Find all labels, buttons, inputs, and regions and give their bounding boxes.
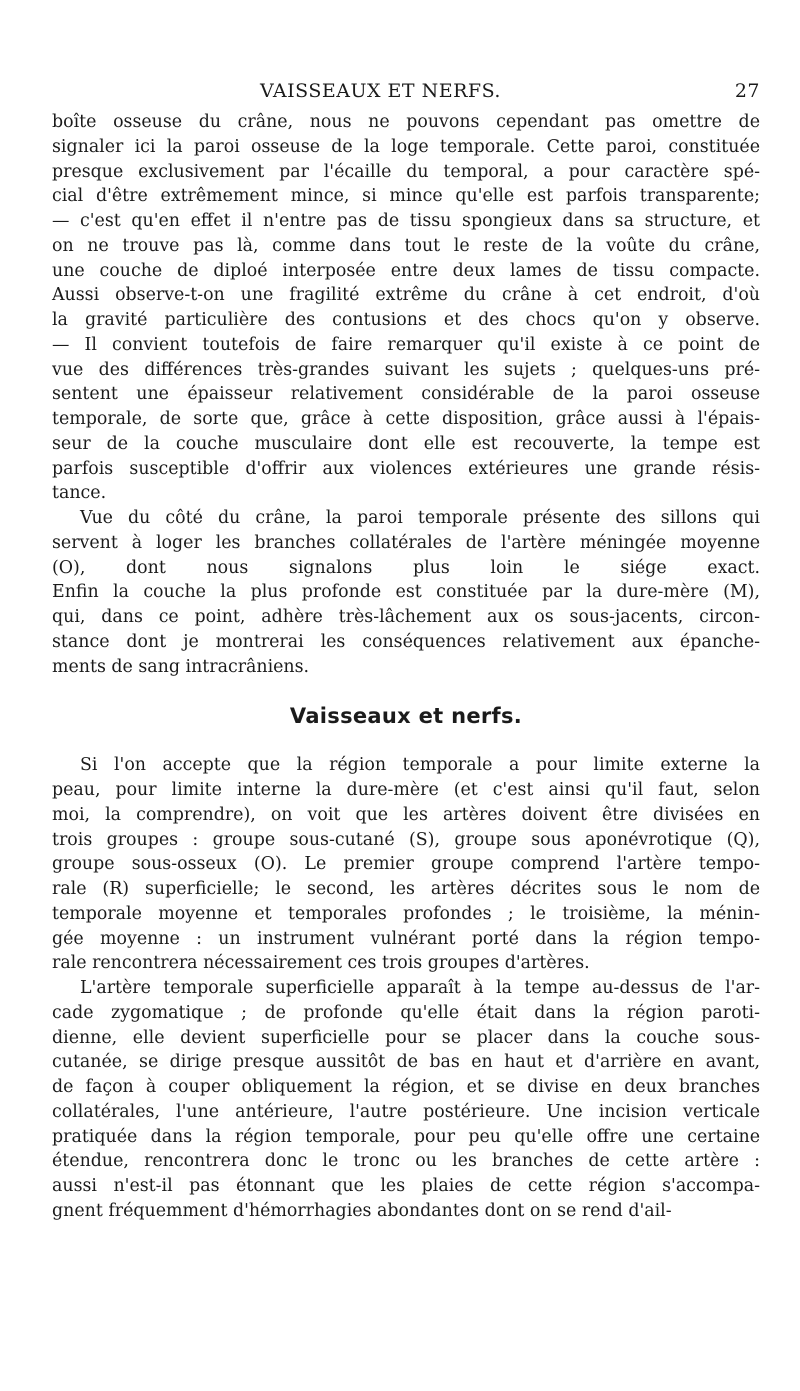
text-line: tance. [52,483,107,504]
text-line: L'artère temporale superficielle apparaît à la tempe au-dessus de l'ar- [80,978,760,998]
text-line: dienne, elle devient superficielle pour se placer dans la couche sous- [52,1027,760,1048]
text-line: cade zygomatique ; de profonde qu'elle était dans la région paroti- [52,1002,760,1023]
text-line: collatérales, l'une antérieure, l'autre postérieure. Une incision verticale [52,1101,760,1122]
running-header [52,80,760,110]
book-page [52,80,760,1224]
text-line: Enfin la couche la plus profonde est constituée par la dure-mère (M), [52,582,760,603]
page-number: 27 [734,80,760,102]
text-line: pratiquée dans la région temporale, pour peu qu'elle offre une certaine [52,1126,760,1147]
text-line: rale (R) superficielle; le second, les artères décrites sous le nom de [52,879,760,899]
text-line: Vue du côté du crâne, la paroi temporale présente des sillons qui [80,508,760,528]
section-heading: Vaisseaux et nerfs. [289,704,523,729]
text-line: temporale moyenne et temporales profondes ; le troisième, la ménin- [52,903,760,924]
text-line: étendue, rencontrera donc le tronc ou les branches de cette artère : [52,1151,760,1172]
text-line: vue des différences très-grandes suivant les sujets ; quelques-uns pré- [52,359,760,380]
text-line: moi, la comprendre), on voit que les artères doivent être divisées en [52,804,760,825]
paragraph [52,976,760,1224]
text-line: peau, pour limite interne la dure-mère (et c'est ainsi qu'il faut, selon [52,780,760,800]
text-line: stance dont je montrerai les conséquences relativement aux épanche- [52,631,760,652]
text-line: aussi n'est-il pas étonnant que les plaies de cette région s'accompa- [52,1176,760,1196]
text-line: temporale, de sorte que, grâce à cette disposition, grâce aussi à l'épais- [52,409,760,429]
text-line: la gravité particulière des contusions et des chocs qu'on y observe. [52,310,760,330]
text-line: de façon à couper obliquement la région, et se divise en deux branches [52,1077,760,1097]
text-line: servent à loger les branches collatérales de l'artère méningée moyenne [52,532,760,553]
text-line: on ne trouve pas là, comme dans tout le reste de la voûte du crâne, [52,235,760,256]
text-line: sentent une épaisseur relativement considérable de la paroi osseuse [52,384,760,405]
text-line: signaler ici la paroi osseuse de la loge temporale. Cette paroi, constituée [52,136,760,157]
text-line: qui, dans ce point, adhère très-lâchement aux os sous-jacents, circon- [52,607,760,627]
text-line: une couche de diploé interposée entre deux lames de tissu compacte. [52,260,760,281]
text-line: Si l'on accepte que la région temporale a pour limite externe la [80,755,760,776]
running-title: VAISSEAUX ET NERFS. [260,80,501,102]
text-line: presque exclusivement par l'écaille du temporal, a pour caractère spé- [52,161,760,182]
text-line: (O), dont nous signalons plus loin le siége exact. [52,557,760,578]
text-line: cutanée, se dirige presque aussitôt de bas en haut et d'arrière en avant, [52,1052,760,1073]
body-text-lower [52,753,760,1223]
text-line: trois groupes : groupe sous-cutané (S), groupe sous aponévrotique (Q), [52,829,760,850]
text-line: boîte osseuse du crâne, nous ne pouvons cependant pas omettre de [52,112,760,132]
text-line: parfois susceptible d'offrir aux violences extérieures une grande résis- [52,458,760,479]
paragraph [52,753,760,976]
text-line: — Il convient toutefois de faire remarquer qu'il existe à ce point de [52,334,760,355]
text-line: rale rencontrera nécessairement ces trois groupes d'artères. [52,953,590,974]
text-line: — c'est qu'en effet il n'entre pas de tissu spongieux dans sa structure, et [52,211,760,231]
text-line: seur de la couche musculaire dont elle est recouverte, la tempe est [52,433,760,454]
text-line: gée moyenne : un instrument vulnérant porté dans la région tempo- [52,928,760,949]
paragraph [52,110,760,506]
text-line: groupe sous-osseux (O). Le premier groupe comprend l'artère tempo- [52,854,760,875]
body-text-upper [52,110,760,679]
text-line: ments de sang intracrâniens. [52,656,310,677]
text-line: gnent fréquemment d'hémorrhagies abondantes dont on se rend d'ail- [52,1200,672,1221]
text-line: Aussi observe-t-on une fragilité extrême du crâne à cet endroit, d'où [52,285,760,306]
text-line: cial d'être extrêmement mince, si mince qu'elle est parfois transparente; [52,186,760,207]
paragraph [52,506,760,679]
